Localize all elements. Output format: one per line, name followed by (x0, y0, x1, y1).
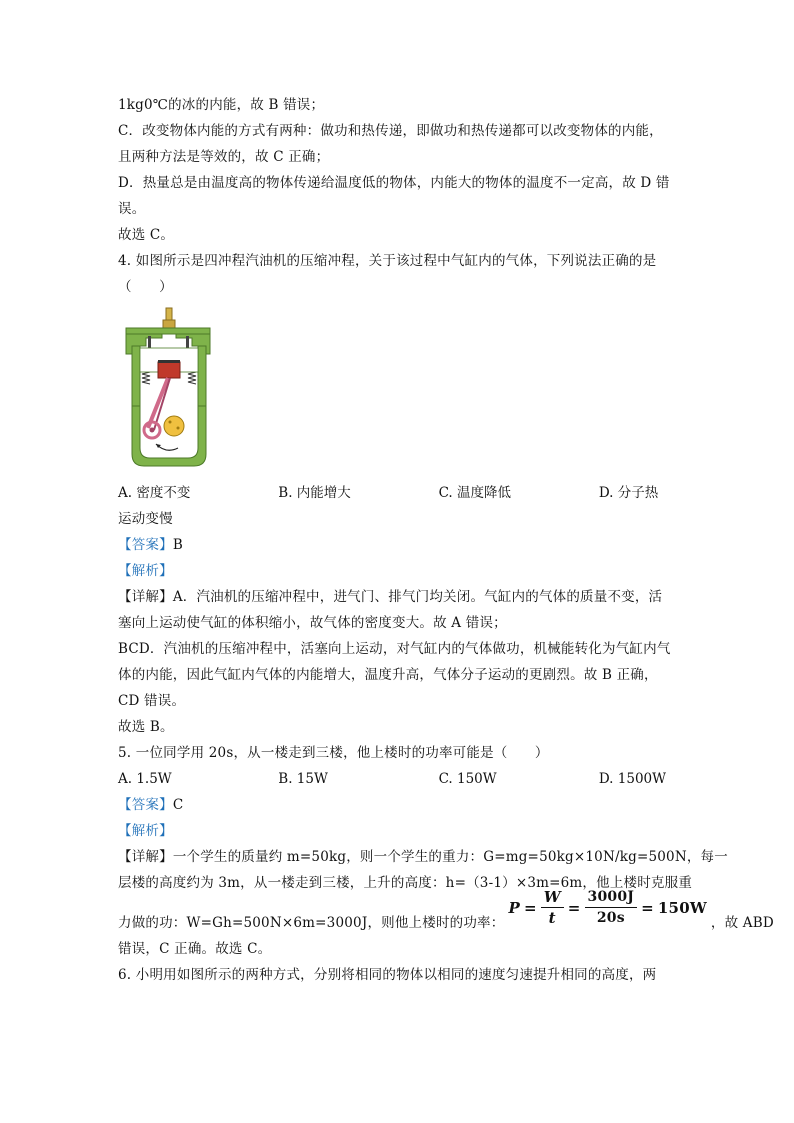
text-line: 塞向上运动使气缸的体积缩小，故气体的密度变大。故 A 错误； (118, 615, 507, 631)
formula-den: 20s (596, 910, 625, 926)
text-fragment: 力做的功：W=Gh=500N×6m=3000J，则他上楼时的功率： (118, 915, 505, 931)
text-line: CD 错误。 (118, 693, 186, 709)
answer-value: B (172, 537, 183, 553)
formula-line (118, 888, 774, 936)
detail-text: A．汽油机的压缩冲程中，进气门、排气门均关闭。气缸内的气体的质量不变，活 (172, 589, 663, 605)
question-5-options (118, 766, 678, 792)
text-line: D．热量总是由温度高的物体传递给温度低的物体，内能大的物体的温度不一定高，故 D 错 (118, 175, 670, 191)
question-5-stem: 5. 一位同学用 20s，从一楼走到三楼，他上楼时的功率可能是（ ） (118, 745, 549, 761)
formula-t: t (548, 909, 556, 927)
option-b[interactable]: B. 内能增大 (278, 485, 351, 501)
question-4-stem-cont: （ ） (118, 279, 173, 295)
answer-value: C (172, 797, 184, 813)
text-line: 且两种方法是等效的，故 C 正确； (118, 149, 330, 165)
document-page (118, 92, 774, 988)
text-line: 故选 B。 (118, 719, 174, 735)
analysis-line (118, 558, 678, 584)
option-c[interactable]: C. 温度降低 (438, 485, 511, 501)
formula-p: P (508, 898, 520, 917)
answer-line (118, 532, 678, 558)
text-line: 误。 (118, 201, 146, 217)
question-4-stem: 4. 如图所示是四冲程汽油机的压缩冲程，关于该过程中气缸内的气体，下列说法正确的是 (118, 253, 657, 269)
formula-frac-values (585, 887, 638, 928)
text-line: BCD．汽油机的压缩冲程中，活塞向上运动，对气缸内的气体做功，机械能转化为气缸内气 (118, 641, 671, 657)
formula-eq: = (641, 898, 654, 917)
detail-tag: 【详解】 (118, 589, 173, 605)
answer-tag: 【答案】 (118, 797, 173, 813)
text-line: C．改变物体内能的方式有两种：做功和热传递，即做功和热传递都可以改变物体的内能， (118, 123, 663, 139)
text-fragment: ，故 ABD (710, 915, 774, 931)
analysis-tag: 【解析】 (118, 563, 173, 579)
option-d[interactable]: D. 分子热 (598, 485, 659, 501)
text-line: 体的内能，因此气缸内气体的内能增大，温度升高，气体分子运动的更剧烈。故 B 正确， (118, 667, 658, 683)
formula-w: W (541, 887, 564, 908)
option-c[interactable]: C. 150W (438, 771, 497, 787)
detail-line (118, 844, 728, 870)
option-a[interactable]: A. 1.5W (118, 771, 172, 787)
answer-tag: 【答案】 (118, 537, 173, 553)
text-line: 1kg0℃的冰的内能，故 B 错误； (118, 97, 325, 113)
question-6-stem: 6. 小明用如图所示的两种方式，分别将相同的物体以相同的速度匀速提升相同的高度，两 (118, 967, 657, 983)
answer-line (118, 792, 678, 818)
formula-result: 150W (657, 898, 707, 917)
formula-eq: = (567, 898, 581, 917)
option-d[interactable]: D. 1500W (598, 771, 667, 787)
detail-tag: 【详解】 (118, 849, 173, 865)
text-line: 错误，C 正确。故选 C。 (118, 941, 272, 957)
text-line: 层楼的高度约为 3m，从一楼走到三楼，上升的高度：h=（3-1）×3m=6m，他上楼时克服重 (118, 875, 693, 891)
analysis-line (118, 818, 678, 844)
option-a[interactable]: A. 密度不变 (118, 485, 191, 501)
formula-num: 3000J (585, 887, 638, 908)
option-d-cont: 运动变慢 (118, 511, 173, 527)
option-b[interactable]: B. 15W (278, 771, 328, 787)
formula-eq: = (523, 898, 537, 917)
engine-compression-stroke-figure (118, 306, 218, 470)
detail-text: 一个学生的质量约 m=50kg，则一个学生的重力：G=mg=50kg×10N/kg=500N，每一 (172, 849, 728, 865)
formula-frac-wt (541, 887, 564, 928)
analysis-tag: 【解析】 (118, 823, 173, 839)
power-formula (508, 887, 706, 928)
text-line: 故选 C。 (118, 227, 175, 243)
detail-line (118, 584, 678, 610)
question-4-options (118, 480, 678, 506)
